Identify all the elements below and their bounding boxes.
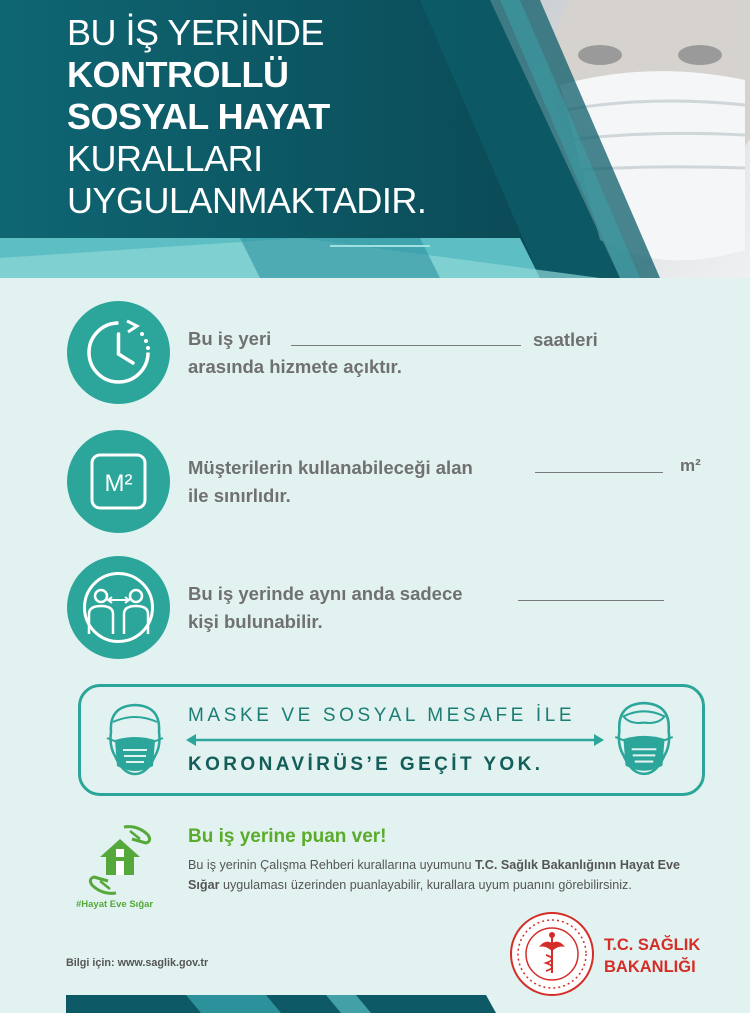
hours-rule-line-1: Bu iş yeri — [188, 328, 272, 349]
puan-text-2: uygulaması üzerinden puanlayabilir, kurallara uyum puanını görebilirsiniz. — [219, 878, 632, 892]
footer-stripe — [66, 995, 496, 1013]
puan-text-1: Bu iş yerinin Çalışma Rehberi kurallarına uyumunu — [188, 858, 475, 872]
ministry-seal-logo — [509, 911, 595, 997]
puan-body — [188, 855, 713, 895]
ministry-line-1: T.C. SAĞLIK — [604, 936, 701, 954]
hours-blank-line — [291, 345, 521, 346]
hours-rule-line-2: arasında hizmete açıktır. — [188, 356, 402, 377]
area-rule-tail: m² — [680, 456, 701, 475]
area-blank-line — [535, 472, 663, 473]
masked-face-right-icon — [611, 700, 677, 780]
capacity-rule-line-2: kişi bulunabilir. — [188, 611, 323, 632]
puan-title: Bu iş yerine puan ver! — [188, 826, 387, 847]
puan-bold-1: T.C. Sağlık Bakanlığının Hayat Eve Sığar — [188, 858, 681, 892]
hayat-eve-sigar-tag: #Hayat Eve Sığar — [76, 899, 154, 910]
headline-line-1: BU İŞ YERİNDE — [67, 12, 324, 53]
masked-face-left-icon — [103, 702, 167, 780]
header-banner — [0, 0, 750, 278]
hayat-eve-sigar-logo — [86, 823, 154, 897]
headline-line-3: SOSYAL HAYAT — [67, 96, 330, 137]
info-link-text: Bilgi için: www.saglik.gov.tr — [66, 957, 209, 969]
headline-line-2: KONTROLLÜ — [67, 54, 289, 95]
capacity-rule-line-1: Bu iş yerinde aynı anda sadece — [188, 583, 463, 604]
capacity-blank-line — [518, 600, 664, 601]
banner-top-text: MASKE VE SOSYAL MESAFE İLE — [188, 705, 576, 726]
area-rule-line-1: Müşterilerin kullanabileceği alan — [188, 457, 473, 478]
social-distance-icon — [67, 556, 170, 659]
headline-line-4: KURALLARI — [67, 138, 263, 179]
ministry-line-2: BAKANLIĞI — [604, 958, 696, 976]
area-m2-icon — [67, 430, 170, 533]
hours-rule-tail: saatleri — [533, 329, 598, 350]
area-rule-line-2: ile sınırlıdır. — [188, 485, 291, 506]
headline-line-5: UYGULANMAKTADIR. — [67, 180, 427, 221]
ministry-name — [604, 934, 700, 978]
clock-icon — [67, 301, 170, 404]
double-arrow-icon — [186, 733, 604, 747]
banner-bottom-text: KORONAVİRÜS’E GEÇİT YOK. — [188, 754, 544, 775]
headline — [67, 12, 426, 222]
area-icon-label: M² — [104, 470, 133, 497]
